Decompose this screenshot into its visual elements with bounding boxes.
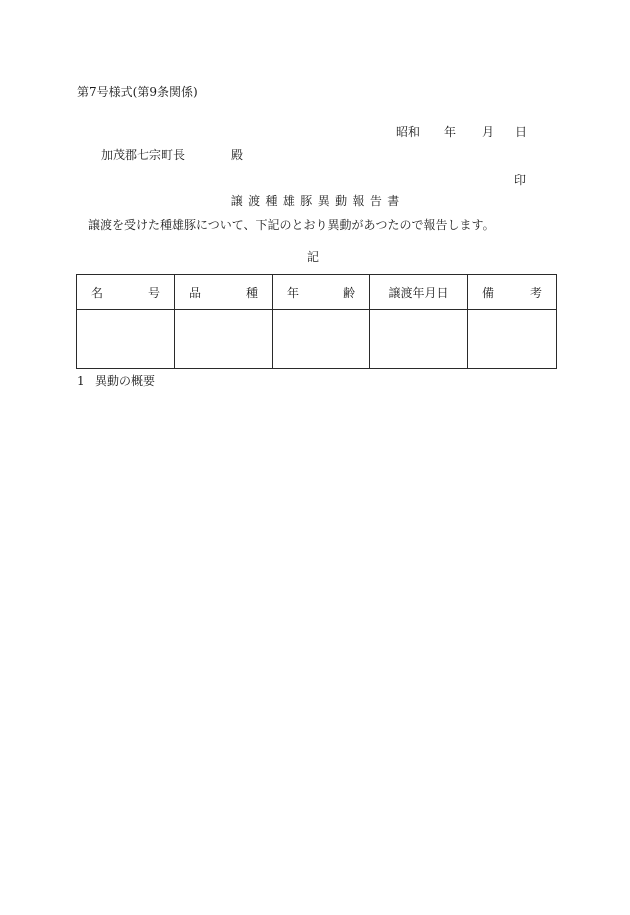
addressee-mayor: 加茂郡七宗町長	[101, 148, 186, 162]
date-month-label: 月	[482, 125, 495, 139]
date-day-label: 日	[515, 125, 528, 139]
section-number: 1	[77, 374, 85, 388]
date-era: 昭和	[396, 125, 421, 139]
cell-age[interactable]	[273, 310, 370, 369]
cell-remarks[interactable]	[468, 310, 557, 369]
cell-name-number[interactable]	[77, 310, 175, 369]
header-remarks-right: 考	[529, 285, 542, 300]
header-remarks	[468, 275, 557, 310]
header-remarks-left: 備	[482, 285, 495, 300]
header-name-number-left: 名	[91, 285, 104, 300]
header-breed-left: 品	[189, 285, 202, 300]
addressee-honorific: 殿	[231, 148, 244, 162]
header-name-number	[77, 275, 175, 310]
header-breed-right: 種	[245, 285, 258, 300]
header-age	[273, 275, 370, 310]
seal-mark: 印	[514, 173, 527, 187]
header-transfer-date-label: 譲渡年月日	[388, 285, 449, 300]
cell-breed[interactable]	[175, 310, 273, 369]
form-number: 第7号様式(第9条関係)	[77, 85, 198, 99]
document-title: 譲渡種雄豚異動報告書	[230, 194, 405, 208]
section-heading-1	[77, 375, 155, 387]
record-table	[76, 274, 557, 369]
table-header-row	[77, 275, 557, 310]
header-age-left: 年	[287, 285, 300, 300]
date-line	[396, 126, 527, 138]
addressee	[101, 149, 243, 161]
section-label: 異動の概要	[95, 374, 156, 388]
intro-text: 譲渡を受けた種雄豚について、下記のとおり異動があつたので報告します。	[88, 218, 495, 232]
cell-transfer-date[interactable]	[370, 310, 468, 369]
header-name-number-right: 号	[147, 285, 160, 300]
ki-mark: 記	[307, 250, 320, 264]
date-year-label: 年	[444, 125, 457, 139]
table-row	[77, 310, 557, 369]
header-transfer-date	[370, 275, 468, 310]
header-breed	[175, 275, 273, 310]
header-age-right: 齢	[342, 285, 355, 300]
